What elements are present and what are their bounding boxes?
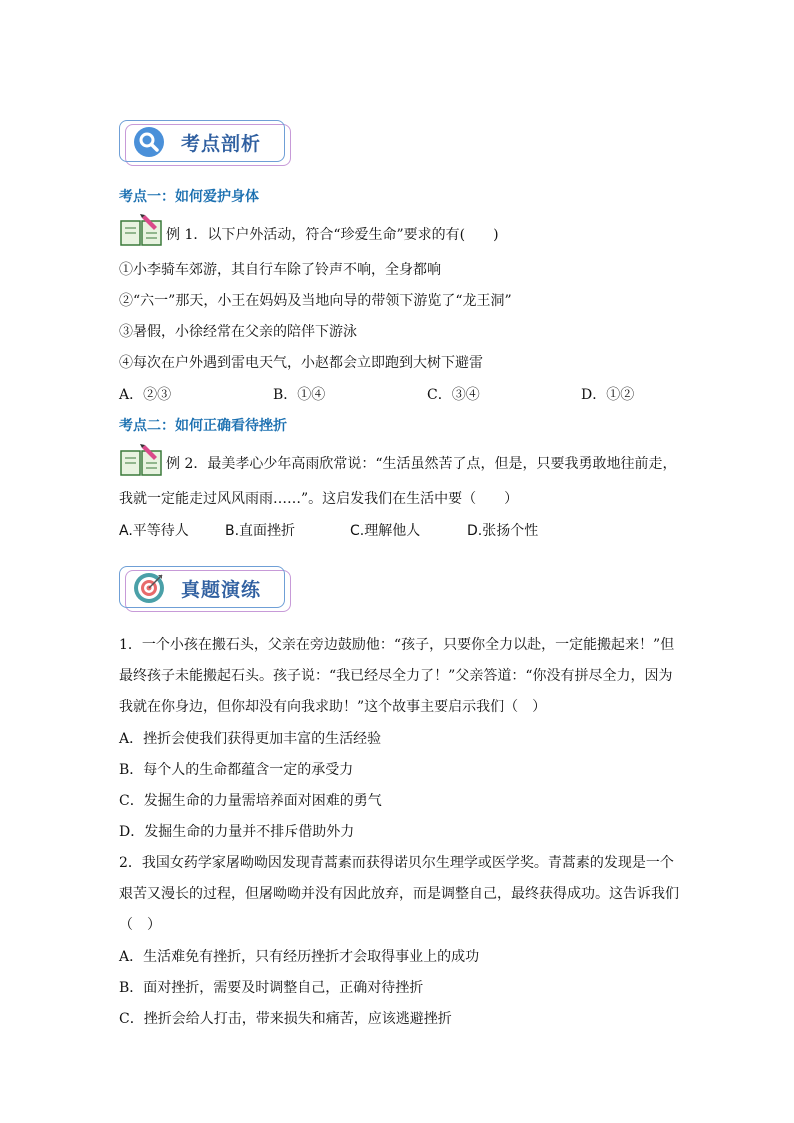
point2-heading: 考点二：如何正确看待挫折 — [119, 418, 287, 434]
option-d: D.张扬个性 — [467, 523, 539, 539]
open-book-icon — [119, 443, 163, 477]
option-b: B．①④ — [273, 387, 326, 403]
option-a: A．②③ — [119, 387, 172, 403]
open-book-icon — [119, 213, 163, 247]
q1-option-d: D．发掘生命的力量并不排斥借助外力 — [119, 824, 355, 840]
magnifier-icon — [133, 126, 165, 158]
option-b: B.直面挫折 — [225, 523, 296, 539]
q1-option-a: A．挫折会使我们获得更加丰富的生活经验 — [119, 731, 382, 747]
list-item: ③暑假，小徐经常在父亲的陪伴下游泳 — [119, 324, 357, 340]
example-label: 例 2． — [166, 456, 208, 472]
section-banner-practice — [119, 566, 291, 610]
point1-heading: 考点一：如何爱护身体 — [119, 189, 259, 205]
q2-line: 艰苦又漫长的过程，但屠呦呦并没有因此放弃，而是调整自己，最终获得成功。这告诉我们 — [119, 886, 679, 902]
list-item: ④每次在户外遇到雷电天气，小赵都会立即跑到大树下避雷 — [119, 355, 483, 371]
q1-option-b: B．每个人的生命都蕴含一定的承受力 — [119, 762, 354, 778]
option-a: A.平等待人 — [119, 523, 189, 539]
example1-question — [166, 224, 499, 244]
option-c: C．③④ — [427, 387, 480, 403]
example-label: 例 1． — [166, 227, 208, 243]
q2-option-c: C．挫折会给人打击，带来损失和痛苦，应该逃避挫折 — [119, 1011, 452, 1027]
q2-line: 2．我国女药学家屠呦呦因发现青蒿素而获得诺贝尔生理学或医学奖。青蒿素的发现是一个 — [119, 855, 674, 871]
q1-line: 我就在你身边，但你却没有向我求助！”这个故事主要启示我们（ ） — [119, 699, 547, 715]
section-banner-analysis — [119, 120, 291, 164]
option-d: D．①② — [581, 387, 635, 403]
q1-line: 最终孩子未能搬起石头。孩子说：“我已经尽全力了！”父亲答道：“你没有拼尽全力，因为 — [119, 668, 673, 684]
q1-line: 1．一个小孩在搬石头，父亲在旁边鼓励他：“孩子，只要你全力以赴，一定能搬起来！”但 — [119, 637, 675, 653]
list-item: ②“六一”那天，小王在妈妈及当地向导的带领下游览了“龙王洞” — [119, 293, 512, 309]
q2-option-a: A．生活难免有挫折，只有经历挫折才会取得事业上的成功 — [119, 949, 480, 965]
example2-question — [166, 453, 677, 473]
question-text: 以下户外活动，符合“珍爱生命”要求的有( ) — [207, 227, 499, 243]
question-text-line2: 我就一定能走过风风雨雨……”。这启发我们在生活中要（ ） — [119, 491, 519, 507]
question-text: 最美孝心少年高雨欣常说：“生活虽然苦了点，但是，只要我勇敢地往前走， — [207, 456, 677, 472]
q2-option-b: B．面对挫折，需要及时调整自己，正确对待挫折 — [119, 980, 424, 996]
section-title: 考点剖析 — [181, 133, 262, 155]
section-title: 真题演练 — [181, 579, 262, 601]
option-c: C.理解他人 — [350, 523, 421, 539]
q1-option-c: C．发掘生命的力量需培养面对困难的勇气 — [119, 793, 382, 809]
target-icon — [133, 572, 165, 604]
list-item: ①小李骑车郊游，其自行车除了铃声不响，全身都响 — [119, 262, 441, 278]
q2-line: （ ） — [119, 917, 161, 933]
